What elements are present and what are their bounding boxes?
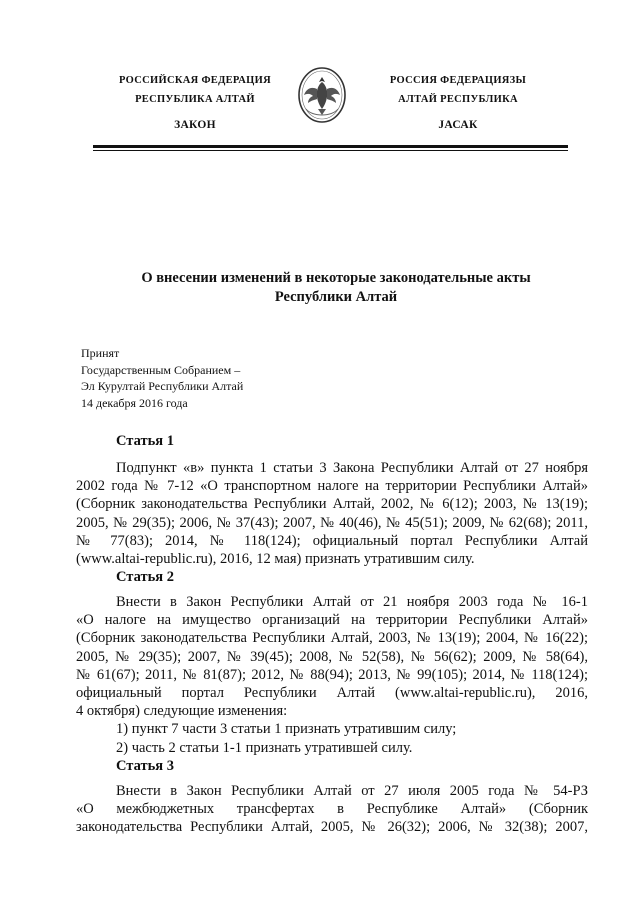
article-line: 2002 года № 7-12 «О транспортном налоге на территории Республики Алтай» bbox=[76, 478, 588, 495]
header-rule-thick bbox=[93, 145, 568, 148]
article-2-text bbox=[76, 593, 588, 757]
article-line: законодательства Республики Алтай, 2005, № 26(32); 2006, № 32(38); 2007, bbox=[76, 819, 588, 836]
law-title-line: О внесении изменений в некоторые законодательные акты bbox=[141, 270, 531, 286]
header-left-republic: РЕСПУБЛИКА АЛТАЙ bbox=[135, 94, 255, 105]
article-line: официальный портал Республики Алтай (www.altai-republic.ru), 2016, bbox=[76, 685, 588, 702]
article-line: № 77(83); 2014, № 118(124); официальный портал Республики Алтай bbox=[76, 532, 588, 549]
article-list-item: 1) пункт 7 части 3 статьи 1 признать утратившим силу; bbox=[116, 721, 457, 738]
header-rule-thin bbox=[93, 150, 568, 151]
article-3-heading: Статья 3 bbox=[116, 758, 174, 774]
coat-of-arms-emblem-icon bbox=[296, 65, 348, 125]
adoption-line: Государственным Собранием – bbox=[81, 362, 241, 377]
law-title-line: Республики Алтай bbox=[274, 289, 398, 305]
law-title bbox=[80, 269, 592, 307]
header-left-doc-type: ЗАКОН bbox=[174, 119, 216, 131]
article-1-text bbox=[76, 459, 588, 568]
article-line: 2005, № 29(35); 2007, № 39(45); 2008, № 52(58), № 56(62); 2009, № 58(64), bbox=[76, 648, 588, 665]
header-left-country: РОССИЙСКАЯ ФЕДЕРАЦИЯ bbox=[119, 75, 271, 86]
header-right-republic: АЛТАЙ РЕСПУБЛИКА bbox=[398, 94, 518, 105]
article-line: «О межбюджетных трансфертах в Республике Алтай» (Сборник bbox=[76, 801, 588, 818]
article-line: (Сборник законодательства Республики Алтай, 2002, № 6(12); 2003, № 13(19); bbox=[76, 496, 588, 513]
header-right-country: РОССИЯ ФЕДЕРАЦИЯЗЫ bbox=[389, 75, 527, 86]
article-line: Подпункт «в» пункта 1 статьи 3 Закона Республики Алтай от 27 ноября bbox=[116, 460, 588, 476]
article-line: 4 октября) следующие изменения: bbox=[76, 703, 288, 720]
article-line: (www.altai-republic.ru), 2016, 12 мая) признать утратившим силу. bbox=[76, 551, 475, 568]
article-3-text bbox=[76, 782, 588, 837]
article-line: Внести в Закон Республики Алтай от 27 июля 2005 года № 54-РЗ bbox=[116, 783, 588, 799]
article-list-item: 2) часть 2 статьи 1-1 признать утратившей силу. bbox=[116, 739, 413, 756]
article-line: (Сборник законодательства Республики Алтай, 2003, № 13(19); 2004, № 16(22); bbox=[76, 630, 588, 647]
article-line: 2005, № 29(35); 2006, № 37(43); 2007, № 40(46), № 45(51); 2009, № 62(68); 2011, bbox=[76, 514, 588, 531]
header-right-doc-type: JАСАК bbox=[438, 119, 478, 131]
adoption-block bbox=[81, 345, 243, 411]
adoption-line: Принят bbox=[81, 346, 120, 360]
adoption-date: 14 декабря 2016 года bbox=[81, 395, 188, 410]
article-1-heading: Статья 1 bbox=[116, 433, 174, 449]
article-line: «О налоге на имущество организаций на территории Республики Алтай» bbox=[76, 612, 588, 629]
article-line: Внести в Закон Республики Алтай от 21 ноября 2003 года № 16-1 bbox=[116, 594, 588, 610]
article-2-heading: Статья 2 bbox=[116, 569, 174, 585]
article-line: № 61(67); 2011, № 81(87); 2012, № 88(94); 2013, № 99(105); 2014, № 118(124); bbox=[76, 666, 588, 683]
adoption-line: Эл Курултай Республики Алтай bbox=[81, 379, 244, 393]
